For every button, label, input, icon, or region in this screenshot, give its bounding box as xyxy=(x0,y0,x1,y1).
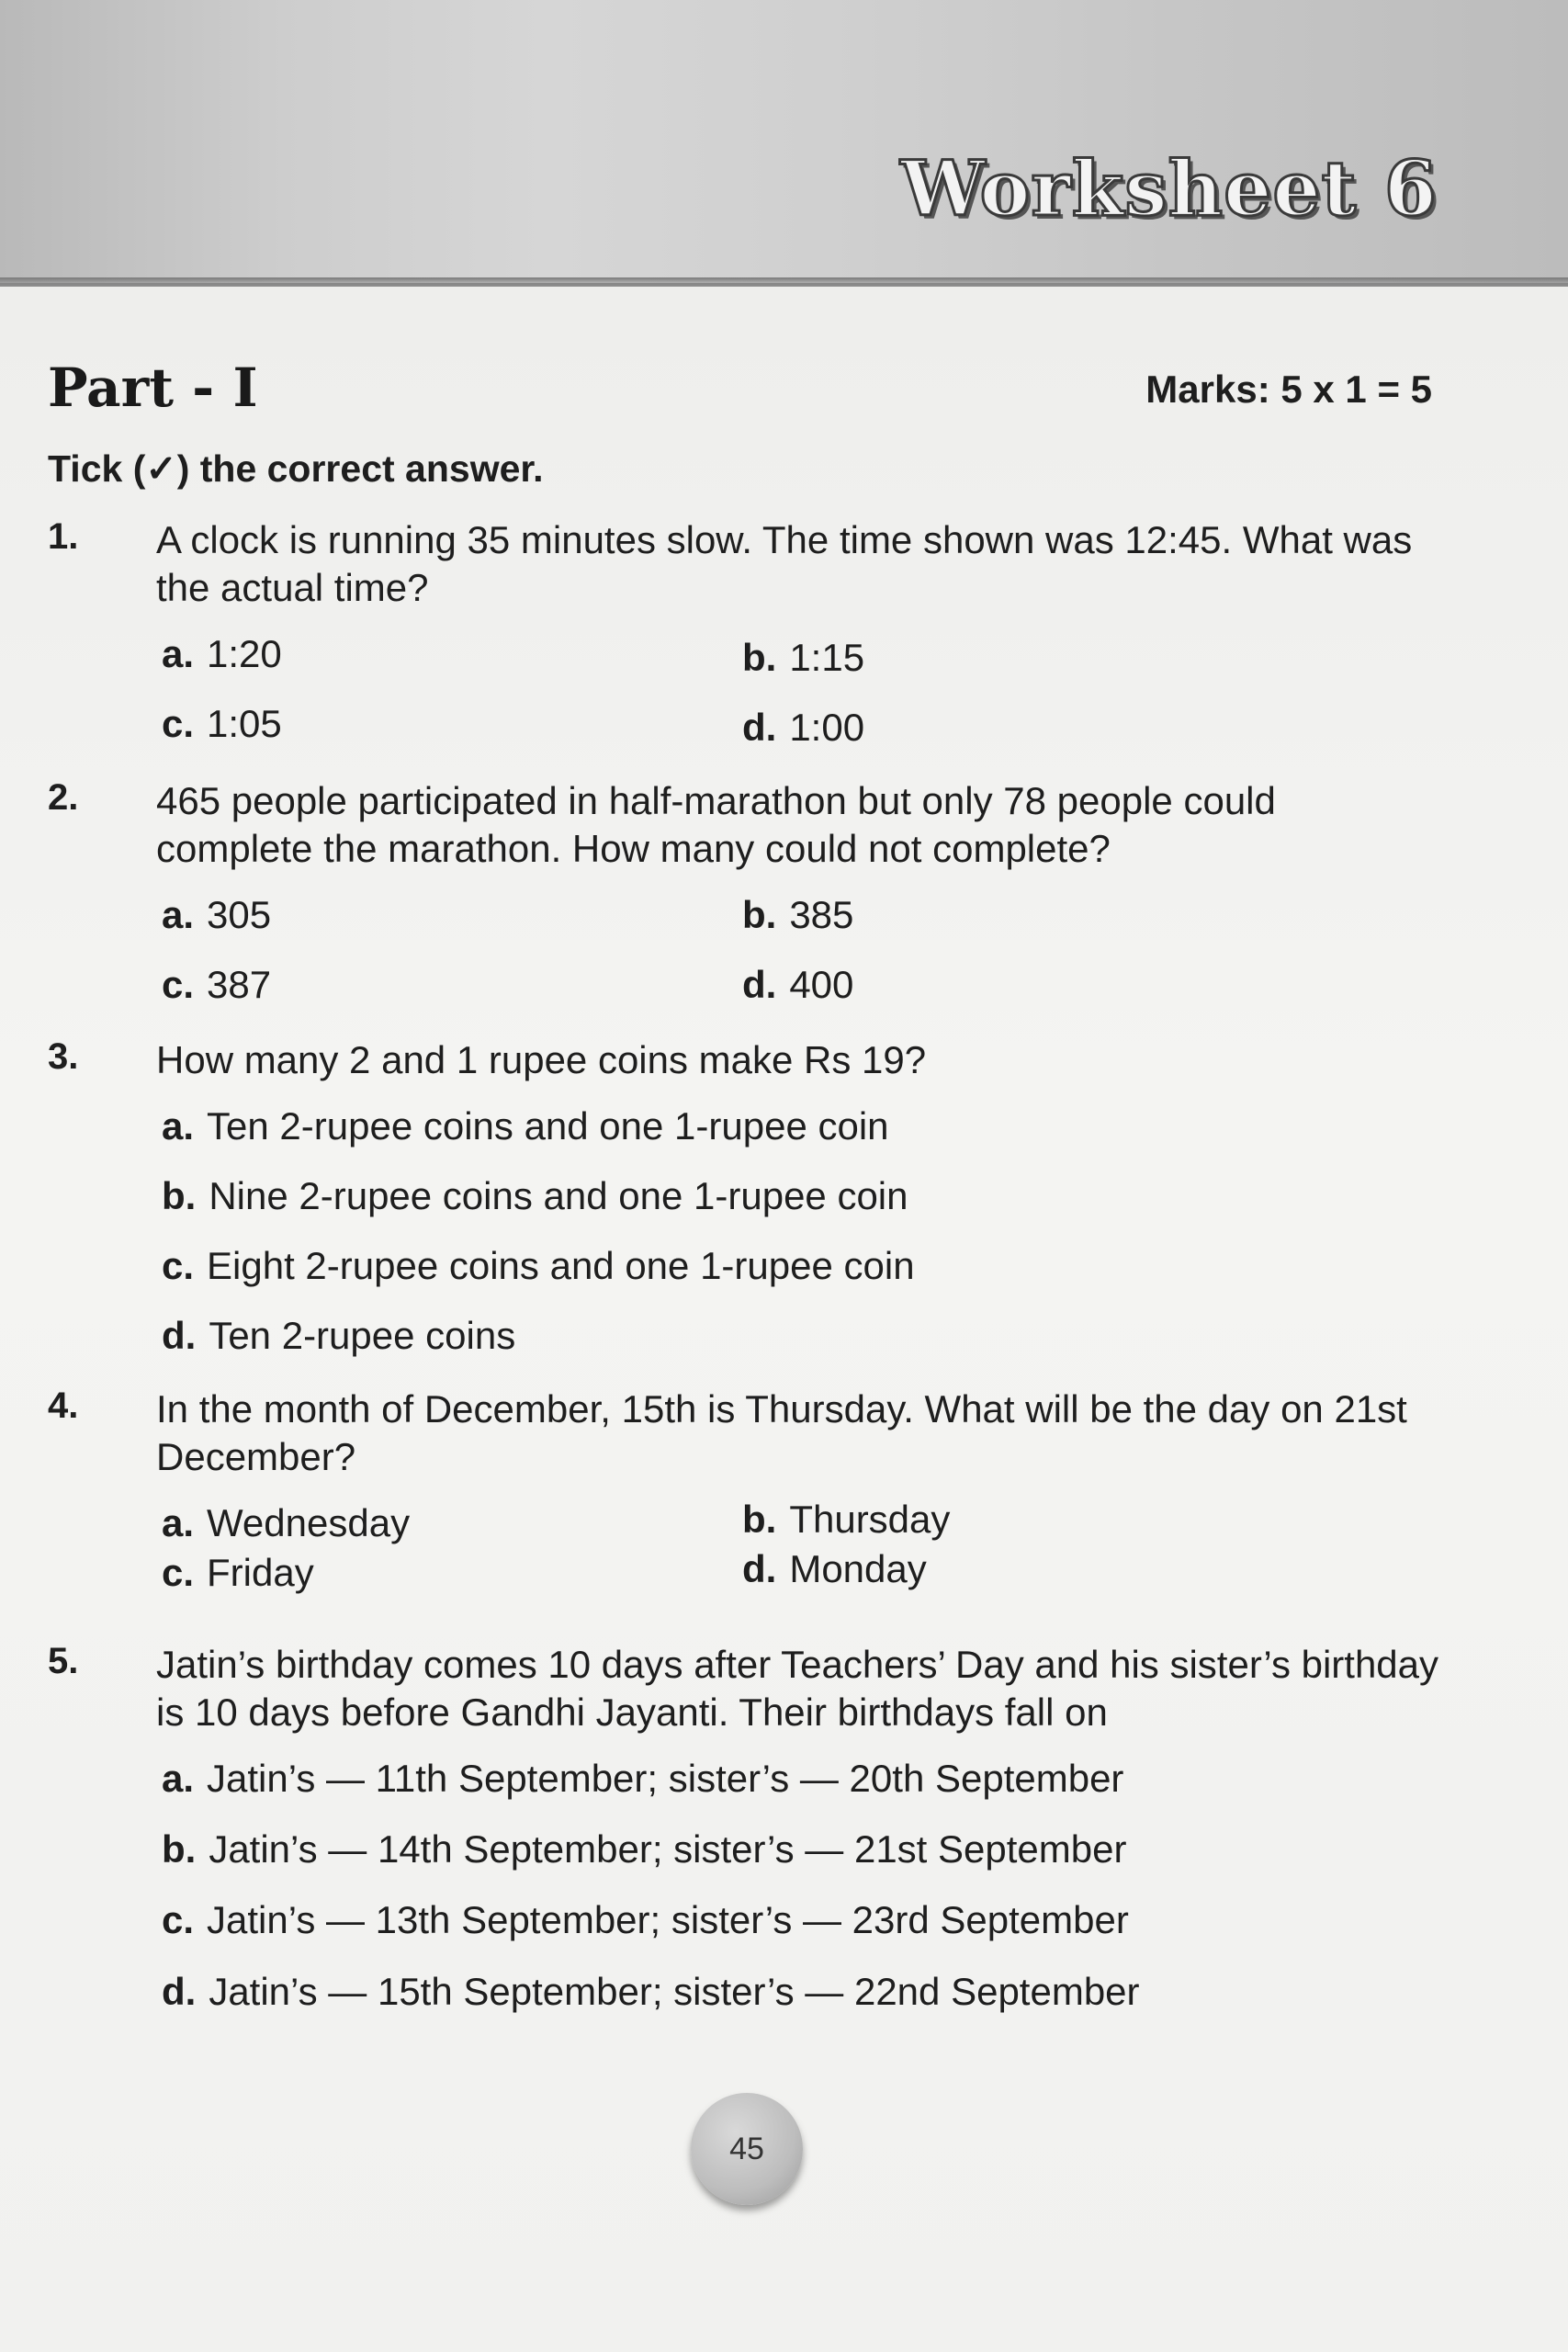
option-text: Monday xyxy=(789,1547,927,1590)
option-label: b. xyxy=(162,1827,197,1871)
instruction: Tick (✓) the correct answer. xyxy=(48,447,544,490)
option-a[interactable] xyxy=(162,1757,1123,1801)
option-label: c. xyxy=(162,1898,195,1941)
option-label: a. xyxy=(162,1104,195,1148)
option-label: a. xyxy=(162,893,195,936)
option-text: Jatin’s — 14th September; sister’s — 21st September xyxy=(209,1827,1127,1871)
question-number: 3. xyxy=(48,1036,79,1077)
option-a[interactable] xyxy=(162,893,271,937)
option-c[interactable] xyxy=(162,1244,915,1288)
option-label: d. xyxy=(162,1314,197,1357)
option-text: Jatin’s — 15th September; sister’s — 22nd September xyxy=(209,1970,1140,2013)
option-label: b. xyxy=(162,1174,197,1217)
option-b[interactable] xyxy=(742,1498,950,1542)
question-text: Jatin’s birthday comes 10 days after Teachers’ Day and his sister’s birthday is 10 days before Gandhi Jayanti. Their birthdays fall on xyxy=(156,1643,1439,1734)
option-label: b. xyxy=(742,1498,777,1541)
option-label: c. xyxy=(162,702,195,745)
option-label: a. xyxy=(162,1757,195,1800)
option-text: Nine 2-rupee coins and one 1-rupee coin xyxy=(209,1174,908,1217)
option-label: c. xyxy=(162,963,195,1006)
option-text: 1:15 xyxy=(789,636,865,679)
option-text: 305 xyxy=(207,893,272,936)
option-label: d. xyxy=(742,1547,777,1590)
question-number: 1. xyxy=(48,516,79,557)
option-d[interactable] xyxy=(162,1314,515,1358)
question-number: 4. xyxy=(48,1385,79,1426)
option-d[interactable] xyxy=(162,1970,1140,2014)
option-label: a. xyxy=(162,632,195,675)
option-text: Eight 2-rupee coins and one 1-rupee coin xyxy=(207,1244,915,1287)
worksheet-title: Worksheet 6 xyxy=(900,145,1438,233)
option-c[interactable] xyxy=(162,1898,1129,1942)
option-text: 400 xyxy=(789,963,854,1006)
option-text: Thursday xyxy=(789,1498,951,1541)
option-text: Jatin’s — 13th September; sister’s — 23rd September xyxy=(207,1898,1129,1941)
question-3 xyxy=(48,1036,1444,1380)
question-text: 465 people participated in half-marathon but only 78 people could complete the marathon. How many could not complete? xyxy=(156,779,1276,870)
page-number: 45 xyxy=(691,2093,803,2205)
option-text: Ten 2-rupee coins and one 1-rupee coin xyxy=(207,1104,889,1148)
question-text: A clock is running 35 minutes slow. The time shown was 12:45. What was the actual time? xyxy=(156,518,1413,609)
option-b[interactable] xyxy=(742,893,853,937)
option-text: Friday xyxy=(207,1551,314,1594)
option-d[interactable] xyxy=(742,706,864,750)
question-2 xyxy=(48,777,1444,1031)
worksheet-banner xyxy=(0,0,1568,287)
option-b[interactable] xyxy=(162,1174,908,1218)
option-c[interactable] xyxy=(162,1551,314,1595)
option-c[interactable] xyxy=(162,963,271,1007)
option-text: Jatin’s — 11th September; sister’s — 20th September xyxy=(207,1757,1124,1800)
option-a[interactable] xyxy=(162,632,282,676)
question-5 xyxy=(48,1641,1444,2051)
option-label: d. xyxy=(742,706,777,749)
part-heading: Part - I xyxy=(48,356,258,419)
option-text: 387 xyxy=(207,963,272,1006)
option-label: c. xyxy=(162,1551,195,1594)
option-text: 1:05 xyxy=(207,702,282,745)
option-a[interactable] xyxy=(162,1501,410,1545)
option-a[interactable] xyxy=(162,1104,889,1148)
question-number: 5. xyxy=(48,1641,79,1681)
option-text: 385 xyxy=(789,893,854,936)
option-text: 1:00 xyxy=(789,706,865,749)
option-label: b. xyxy=(742,893,777,936)
question-number: 2. xyxy=(48,777,79,818)
marks-label: Marks: 5 x 1 = 5 xyxy=(1145,368,1432,411)
question-text: How many 2 and 1 rupee coins make Rs 19? xyxy=(156,1038,927,1081)
option-text: 1:20 xyxy=(207,632,282,675)
question-text: In the month of December, 15th is Thursday. What will be the day on 21st December? xyxy=(156,1387,1407,1478)
option-label: b. xyxy=(742,636,777,679)
option-label: c. xyxy=(162,1244,195,1287)
option-text: Ten 2-rupee coins xyxy=(209,1314,516,1357)
question-4 xyxy=(48,1385,1444,1621)
option-c[interactable] xyxy=(162,702,282,746)
option-label: d. xyxy=(742,963,777,1006)
option-d[interactable] xyxy=(742,1547,927,1591)
option-d[interactable] xyxy=(742,963,853,1007)
option-label: d. xyxy=(162,1970,197,2013)
option-label: a. xyxy=(162,1501,195,1544)
question-1 xyxy=(48,516,1444,770)
option-text: Wednesday xyxy=(207,1501,411,1544)
option-b[interactable] xyxy=(742,636,864,680)
option-b[interactable] xyxy=(162,1827,1126,1871)
